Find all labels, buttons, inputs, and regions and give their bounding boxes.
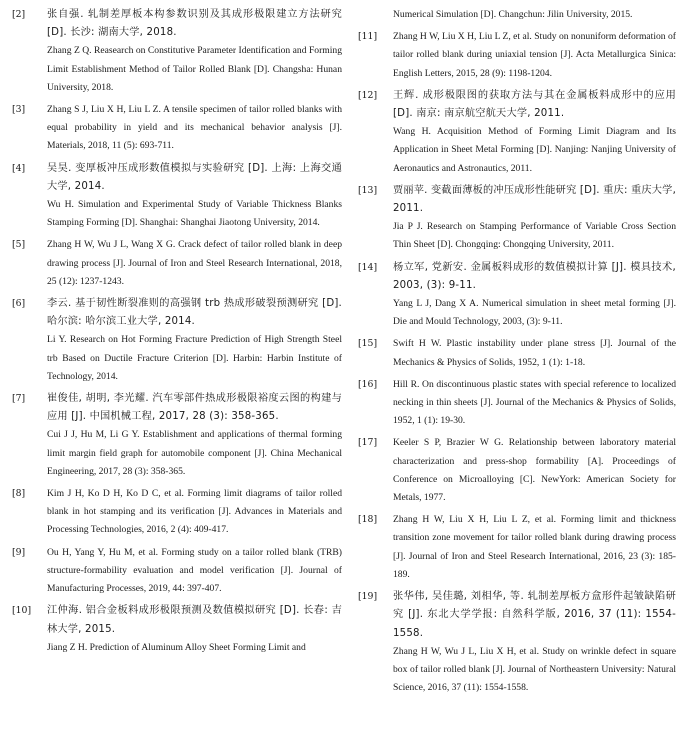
reference-text-zh: 李云. 基于韧性断裂准则的高强钢 trb 热成形破裂预测研究 [D]. 哈尔滨: 哈尔滨工业大学, 2014. [47, 298, 342, 328]
reference-text-en: Yang L J, Dang X A. Numerical simulation in sheet metal forming [J]. Die and Mould Technology, 2003, (3): 9-11. [393, 298, 676, 328]
reference-text-en: Wang H. Acquisition Method of Forming Limit Diagram and Its Application in Sheet Metal Forming [D]. Nanjing: Nanjing University of Aeronautics and Astronautics, 2011. [393, 126, 676, 174]
reference-item [12, 485, 342, 540]
reference-item [12, 544, 342, 599]
reference-number: [6] [12, 298, 26, 310]
reference-number: [19] [358, 591, 378, 603]
reference-text-en: Zhang H W, Liu X H, Liu L Z, et al. Forming limit and thickness transition zone movement for tailor rolled blank during drawing process [J]. Journal of Iron and Steel Research International, 2016, 23 (3): 185-189. [393, 514, 676, 580]
reference-item [12, 236, 342, 291]
reference-text-en: Zhang H W, Liu X H, Liu L Z, et al. Study on nonuniform deformation of tailor rolled blank during uniaxial tension [J]. Acta Metallurgica Sinica: English Letters, 2015, 28 (9): 1198-1204. [393, 31, 676, 79]
reference-text-zh: 张华伟, 吴佳璐, 刘相华, 等. 轧制差厚板方盒形件起皱缺陷研究 [J]. 东北大学学报: 自然科学版, 2016, 37 (11): 1554-1558. [393, 591, 676, 639]
reference-number: [12] [358, 89, 378, 101]
reference-item [12, 390, 342, 481]
reference-text-en: Cui J J, Hu M, Li G Y. Establishment and applications of thermal forming limit margin field graph for automobile component [J]. China Mechanical Engineering, 2017, 28 (3): 358-365. [47, 429, 342, 477]
reference-item [358, 28, 676, 83]
reference-item [358, 588, 676, 697]
reference-number: [5] [12, 239, 26, 251]
reference-number: [18] [358, 514, 378, 526]
reference-continuation: Numerical Simulation [D]. Changchun: Jilin University, 2015. [393, 9, 633, 20]
reference-number: [14] [358, 261, 378, 273]
reference-text-en: Keeler S P, Brazier W G. Relationship between laboratory material characterization and press-shop formability [A]. Proceedings of Conference on Microalloying [C]. NewYork: American Society for Metals, 1977. [393, 437, 676, 504]
reference-number: [11] [358, 31, 378, 43]
reference-text-zh: 吴昊. 变厚板冲压成形数值模拟与实验研究 [D]. 上海: 上海交通大学, 2014. [47, 162, 342, 192]
reference-item [358, 376, 676, 431]
reference-text-zh: 张自强. 轧制差厚板本构参数识别及其成形极限建立方法研究 [D]. 长沙: 湖南大学, 2018. [47, 9, 342, 39]
reference-text-en: Kim J H, Ko D H, Ko D C, et al. Forming limit diagrams of tailor rolled blank in hot stamping and its verification [J]. Advances in Materials and Processing Technologies, 2016, 2 (4): 409-417. [47, 488, 342, 536]
reference-item [12, 602, 342, 657]
reference-text-zh: 贾丽苹. 变截面薄板的冲压成形性能研究 [D]. 重庆: 重庆大学, 2011. [393, 184, 677, 215]
reference-number: [17] [358, 437, 378, 449]
reference-item [358, 259, 676, 332]
reference-item [358, 511, 676, 584]
reference-text-zh: 杨立军, 党新安. 金属板料成形的数值模拟计算 [J]. 模具技术, 2003, (3): 9-11. [393, 261, 676, 291]
reference-text-en: Jiang Z H. Prediction of Aluminum Alloy Sheet Forming Limit and [47, 641, 306, 653]
reference-text-en: Zhang H W, Wu J L, Wang X G. Crack defect of tailor rolled blank in deep drawing process [J]. Journal of Iron and Steel Research International, 2018, 25 (12): 1237-1243. [47, 239, 342, 287]
reference-number: [16] [358, 378, 378, 390]
reference-item [358, 335, 676, 371]
reference-number: [15] [358, 338, 378, 350]
reference-text-zh: 江仲海. 铝合金板料成形极限预测及数值模拟研究 [D]. 长春: 吉林大学, 2015. [47, 605, 342, 635]
reference-item [12, 101, 342, 156]
reference-item [12, 6, 342, 97]
reference-item [12, 295, 342, 386]
reference-item [12, 160, 342, 233]
reference-text-zh: 王辉. 成形极限图的获取方法与其在金属板料成形中的应用 [D]. 南京: 南京航空航天大学, 2011. [393, 89, 676, 120]
reference-column-right [358, 6, 676, 701]
reference-number: [4] [12, 162, 26, 174]
reference-item [358, 182, 676, 255]
reference-number: [8] [12, 488, 26, 500]
reference-text-en: Zhang Z Q. Reasearch on Constitutive Parameter Identification and Forming Limit Establishment Method of Tailor Rolled Blank [D]. Changsha: Hunan University, 2018. [47, 45, 342, 93]
reference-text-en: Swift H W. Plastic instability under plane stress [J]. Journal of the Mechanics & Physics of Solids, 1952, 1 (1): 1-18. [393, 338, 676, 368]
reference-number: [2] [12, 9, 26, 20]
reference-item [358, 87, 676, 178]
reference-text-en: Wu H. Simulation and Experimental Study of Variable Thickness Blanks Stamping Forming [D]. Shanghai: Shanghai Jiaotong University, 2014. [47, 199, 342, 229]
reference-number: [10] [12, 605, 32, 617]
reference-number: [13] [358, 184, 378, 196]
reference-text-en: Zhang H W, Wu J L, Liu X H, et al. Study on wrinkle defect in square box of tailor rolled blank [J]. Journal of Northeastern University: Natural Science, 2016, 37 (11): 1554-1558. [393, 645, 676, 694]
reference-text-en: Ou H, Yang Y, Hu M, et al. Forming study on a tailor rolled blank (TRB) structure-formability evaluation and model verification [J]. Journal of Manufacturing Processes, 2019, 44: 397-407. [47, 546, 342, 595]
reference-column-left [12, 6, 342, 661]
reference-text-en: Jia P J. Research on Stamping Performance of Variable Cross Section Thin Sheet [D]. Chongqing: Chongqing University, 2011. [393, 221, 676, 251]
reference-item [358, 434, 676, 507]
reference-text-en: Zhang S J, Liu X H, Liu L Z. A tensile specimen of tailor rolled blanks with equal probability in yield and its mechanical behavior analysis [J]. Materials, 2018, 11 (5): 693-711. [47, 104, 342, 152]
reference-number: [3] [12, 104, 26, 116]
reference-number: [7] [12, 393, 26, 405]
reference-number: [9] [12, 546, 26, 558]
reference-text-zh: 崔俊佳, 胡明, 李光耀. 汽车零部件热成形极限裕度云图的构建与应用 [J]. 中国机械工程, 2017, 28 (3): 358-365. [47, 393, 342, 423]
reference-text-en: Li Y. Research on Hot Forming Fracture Prediction of High Strength Steel trb Based on Ductile Fracture Criterion [D]. Harbin: Harbin Institute of Technology, 2014. [47, 334, 342, 382]
reference-text-en: Hill R. On discontinuous plastic states with special reference to localized necking in thin sheets [J]. Journal of the Mechanics & Physics of Solids, 1952, 1 (1): 19-30. [393, 378, 676, 427]
